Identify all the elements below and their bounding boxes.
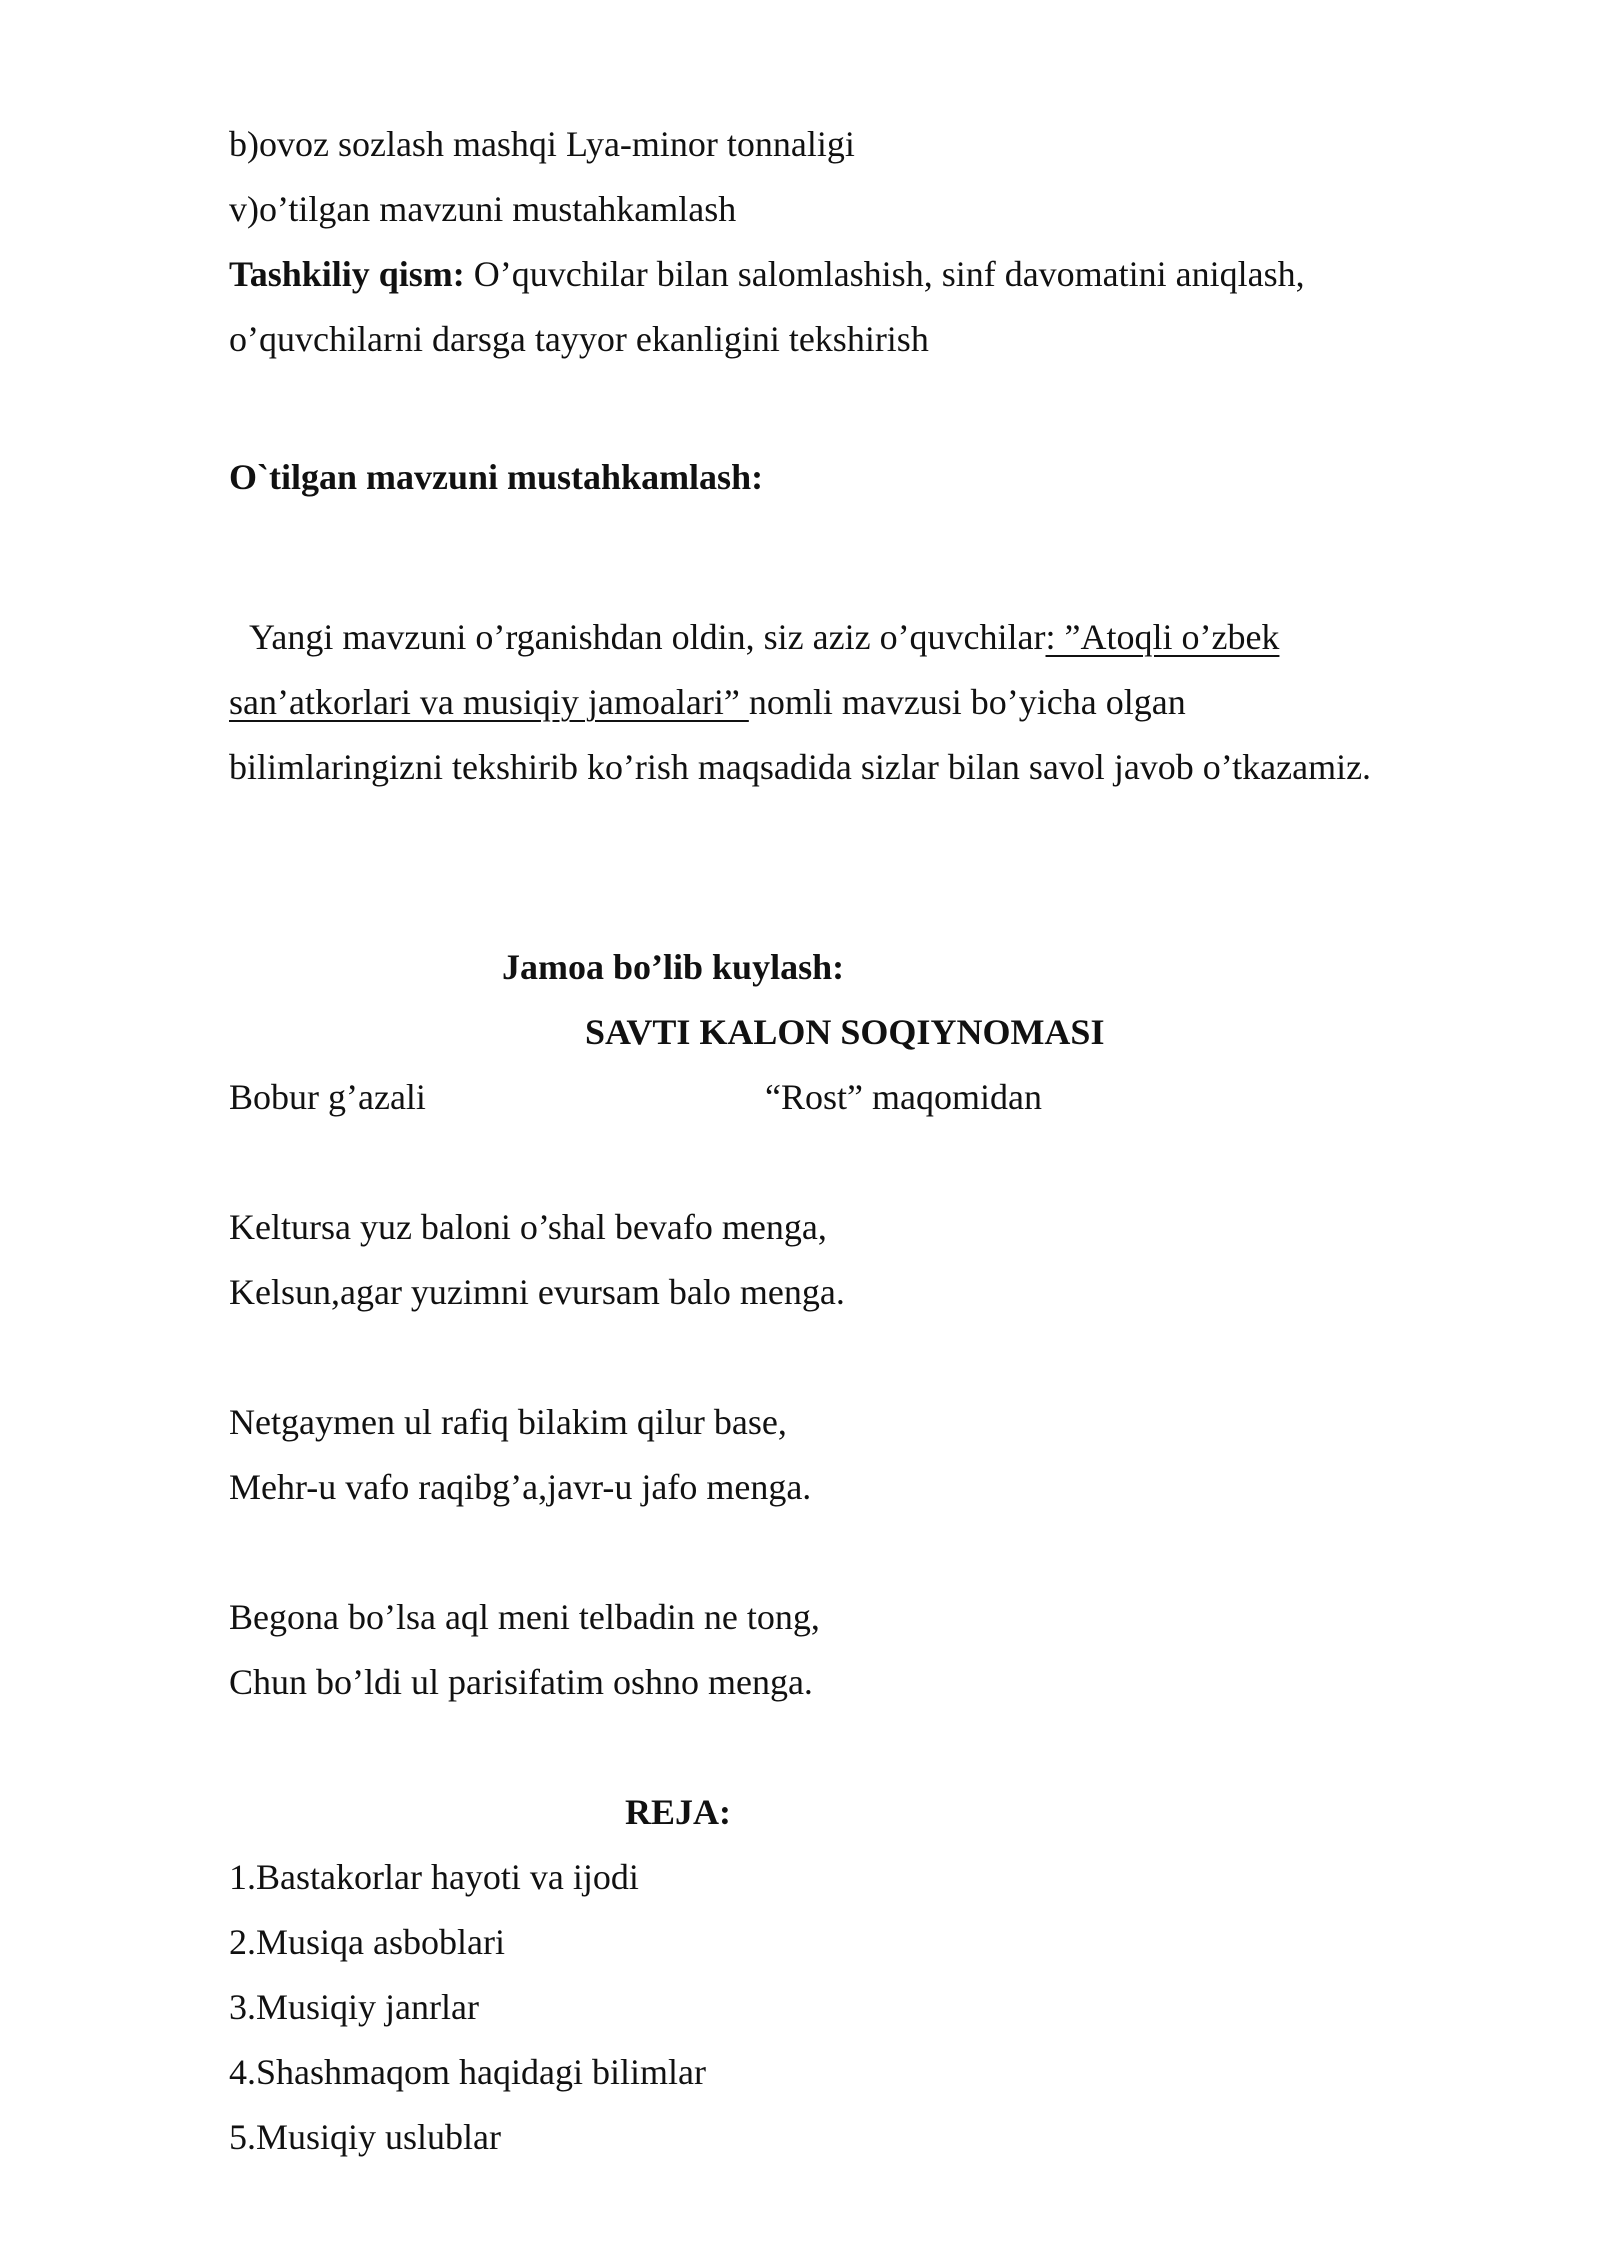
verse-2-line-1: Netgaymen ul rafiq bilakim qilur base, <box>229 1402 787 1442</box>
review-paragraph-line-2 <box>229 684 1186 720</box>
intro-line-b: b)ovoz sozlash mashqi Lya-minor tonnaligi <box>229 124 855 164</box>
reja-item: 4.Shashmaqom haqidagi bilimlar <box>229 2052 706 2092</box>
verse-3-line-2: Chun bo’ldi ul parisifatim oshno menga. <box>229 1662 813 1702</box>
verse-1-line-2: Kelsun,agar yuzimni evursam balo menga. <box>229 1272 845 1312</box>
tashkiliy-text-2: o’quvchilarni darsga tayyor ekanligini tekshirish <box>229 319 929 359</box>
song-author: Bobur g’azali <box>229 1077 426 1117</box>
reja-item: 2.Musiqa asboblari <box>229 1922 505 1962</box>
intro-line-v: v)o’tilgan mavzuni mustahkamlash <box>229 189 737 229</box>
review-text-1a: Yangi mavzuni o’rganishdan oldin, siz aziz o’quvchilar <box>249 617 1046 657</box>
verse-1-line-1: Keltursa yuz baloni o’shal bevafo menga, <box>229 1207 827 1247</box>
review-paragraph-line-1 <box>249 619 1279 655</box>
review-topic-1: : ”Atoqli o’zbek <box>1045 617 1280 657</box>
review-text-2b: nomli mavzusi bo’yicha olgan <box>748 682 1186 722</box>
review-paragraph-line-3: bilimlaringizni tekshirib ko’rish maqsadida sizlar bilan savol javob o’tkazamiz. <box>229 747 1372 787</box>
song-heading: Jamoa bo’lib kuylash: <box>502 947 845 987</box>
reja-heading: REJA: <box>625 1792 731 1832</box>
reja-item: 3.Musiqiy janrlar <box>229 1987 479 2027</box>
reja-item: 5.Musiqiy uslublar <box>229 2117 502 2157</box>
tashkiliy-label: Tashkiliy qism: <box>229 254 465 294</box>
verse-2-line-2: Mehr-u vafo raqibg’a,javr-u jafo menga. <box>229 1467 812 1507</box>
reja-item: 1.Bastakorlar hayoti va ijodi <box>229 1857 639 1897</box>
tashkiliy-text-1: O’quvchilar bilan salomlashish, sinf davomatini aniqlash, <box>464 254 1305 294</box>
tashkiliy-paragraph <box>229 256 1305 292</box>
song-source: “Rost” maqomidan <box>765 1077 1042 1117</box>
song-title: SAVTI KALON SOQIYNOMASI <box>585 1012 1105 1052</box>
review-heading: O`tilgan mavzuni mustahkamlash: <box>229 457 764 497</box>
review-topic-2: san’atkorlari va musiqiy jamoalari” <box>229 682 749 722</box>
verse-3-line-1: Begona bo’lsa aql meni telbadin ne tong, <box>229 1597 820 1637</box>
